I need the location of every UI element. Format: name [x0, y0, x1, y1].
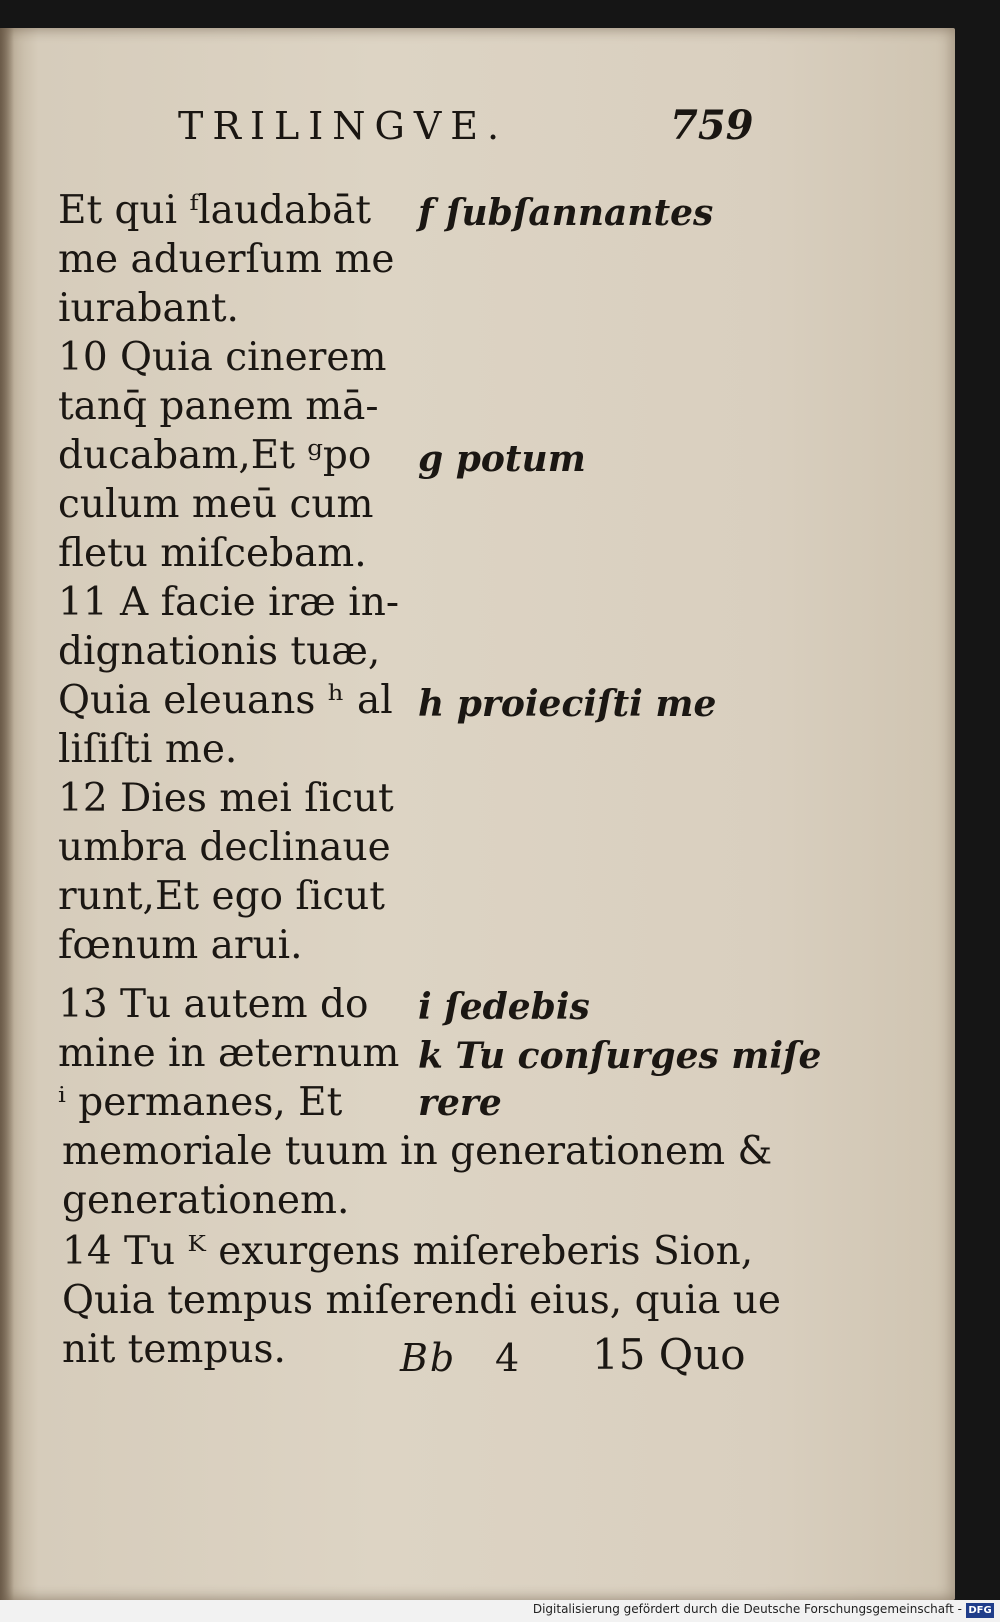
marginal-gloss: f ſubſannantes: [418, 192, 714, 234]
signature-number: 4: [495, 1336, 520, 1380]
verse-line: liſiſti me.: [58, 727, 238, 772]
verse-line: culum meū cum: [58, 482, 374, 527]
page-number: 759: [670, 102, 754, 149]
marginal-gloss: rere: [418, 1082, 502, 1124]
verse-line: 11 A facie iræ in-: [58, 580, 400, 625]
verse-line: Quia eleuans ʰ al: [58, 678, 393, 723]
verse-line: runt,Et ego ſicut: [58, 874, 385, 919]
verse-line: umbra declinaue: [58, 825, 391, 870]
marginal-gloss: k Tu conſurges miſe: [418, 1035, 822, 1077]
verse-line: me aduerſum me: [58, 237, 395, 282]
book-page: [0, 28, 955, 1600]
verse-line: fœnum arui.: [58, 923, 303, 968]
verse-line: ducabam,Et ᵍpo: [58, 433, 372, 478]
signature-mark: Bb: [400, 1336, 457, 1380]
verse-line: ⁱ permanes, Et: [58, 1080, 343, 1125]
marginal-gloss: g potum: [418, 438, 586, 480]
dfg-logo: DFG: [966, 1603, 994, 1618]
verse-line: fletu miſcebam.: [58, 531, 367, 576]
verse-line: 12 Dies mei ſicut: [58, 776, 394, 821]
verse-line: iurabant.: [58, 286, 239, 331]
funding-credit: Digitalisierung gefördert durch die Deutsche Forschungsgemeinschaft -: [532, 1602, 962, 1616]
verse-line: mine in æternum: [58, 1031, 400, 1076]
marginal-gloss: h proieciſti me: [418, 683, 717, 725]
verse-line: tanq̄ panem mā-: [58, 384, 379, 429]
running-title: TRILINGVE.: [178, 104, 509, 148]
marginal-gloss: i ſedebis: [418, 986, 590, 1028]
text-line: memoriale tuum in generationem &: [62, 1129, 773, 1174]
text-line: generationem.: [62, 1178, 350, 1223]
footer-bar: [0, 1600, 1000, 1622]
text-line: 14 Tu ᴷ exurgens miſereberis Sion,: [62, 1229, 754, 1274]
verse-line: 10 Quia cinerem: [58, 335, 387, 380]
catchword: 15 Quo: [592, 1330, 746, 1379]
verse-line: dignationis tuæ,: [58, 629, 381, 674]
text-line: Quia tempus miſerendi eius, quia ue: [62, 1278, 781, 1323]
text-line: nit tempus.: [62, 1327, 286, 1372]
verse-line: Et qui ᶠlaudabāt: [58, 188, 372, 233]
verse-line: 13 Tu autem do: [58, 982, 369, 1027]
